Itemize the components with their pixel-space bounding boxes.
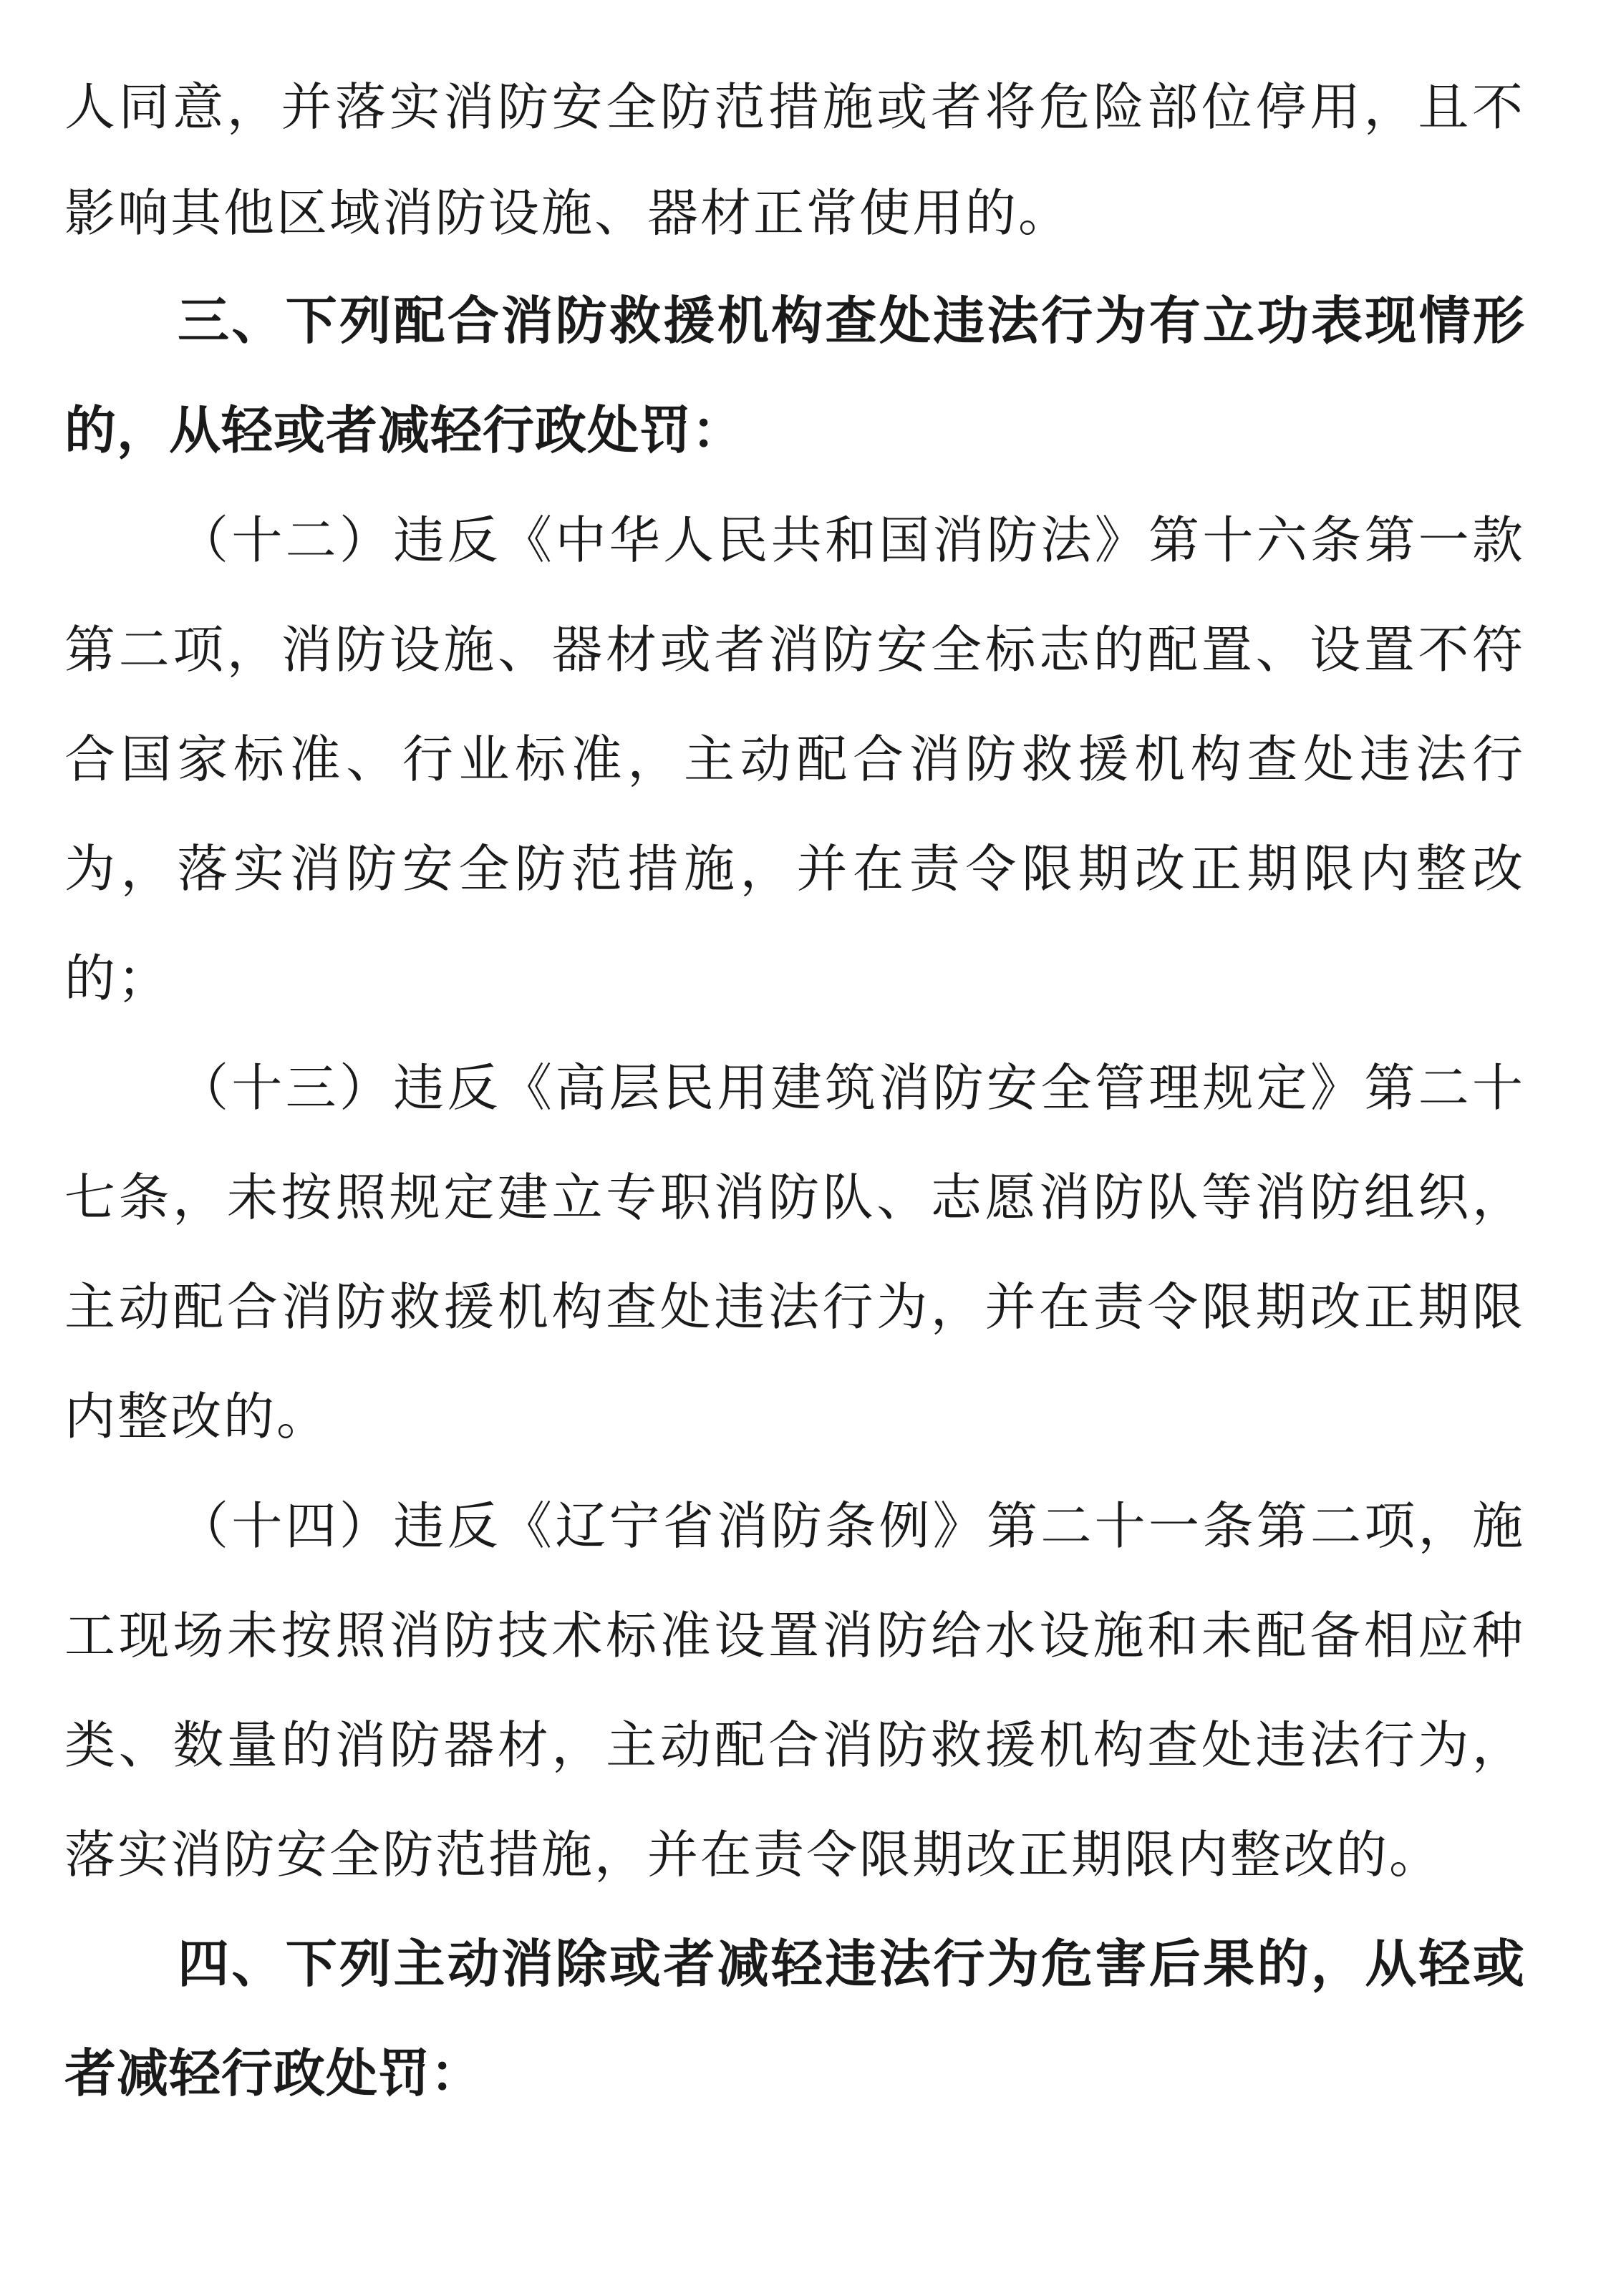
document-page xyxy=(64,0,1525,2296)
clause-thirteen: （十三）违反《高层民用建筑消防安全管理规定》第二十七条，未按照规定建立专职消防队、志愿消防队等消防组织，主动配合消防救援机构查处违法行为，并在责令限期改正期限内整改的。 xyxy=(64,1058,1525,1446)
clause-twelve: （十二）违反《中华人民共和国消防法》第十六条第一款第二项，消防设施、器材或者消防安全标志的配置、设置不符合国家标准、行业标准，主动配合消防救援机构查处违法行为，落实消防安全防范措施，并在责令限期改正期限内整改的； xyxy=(64,510,1525,1008)
clause-fourteen: （十四）违反《辽宁省消防条例》第二十一条第二项，施工现场未按照消防技术标准设置消防给水设施和未配备相应种类、数量的消防器材，主动配合消防救援机构查处违法行为，落实消防安全防范措施，并在责令限期改正期限内整改的。 xyxy=(64,1496,1525,1884)
paragraph-continuation: 人同意，并落实消防安全防范措施或者将危险部位停用，且不影响其他区域消防设施、器材正常使用的。 xyxy=(64,77,1525,243)
section-heading-three: 三、下列配合消防救援机构查处违法行为有立功表现情形的，从轻或者减轻行政处罚： xyxy=(64,291,1525,460)
section-heading-four: 四、下列主动消除或者减轻违法行为危害后果的，从轻或者减轻行政处罚： xyxy=(64,1934,1525,2103)
